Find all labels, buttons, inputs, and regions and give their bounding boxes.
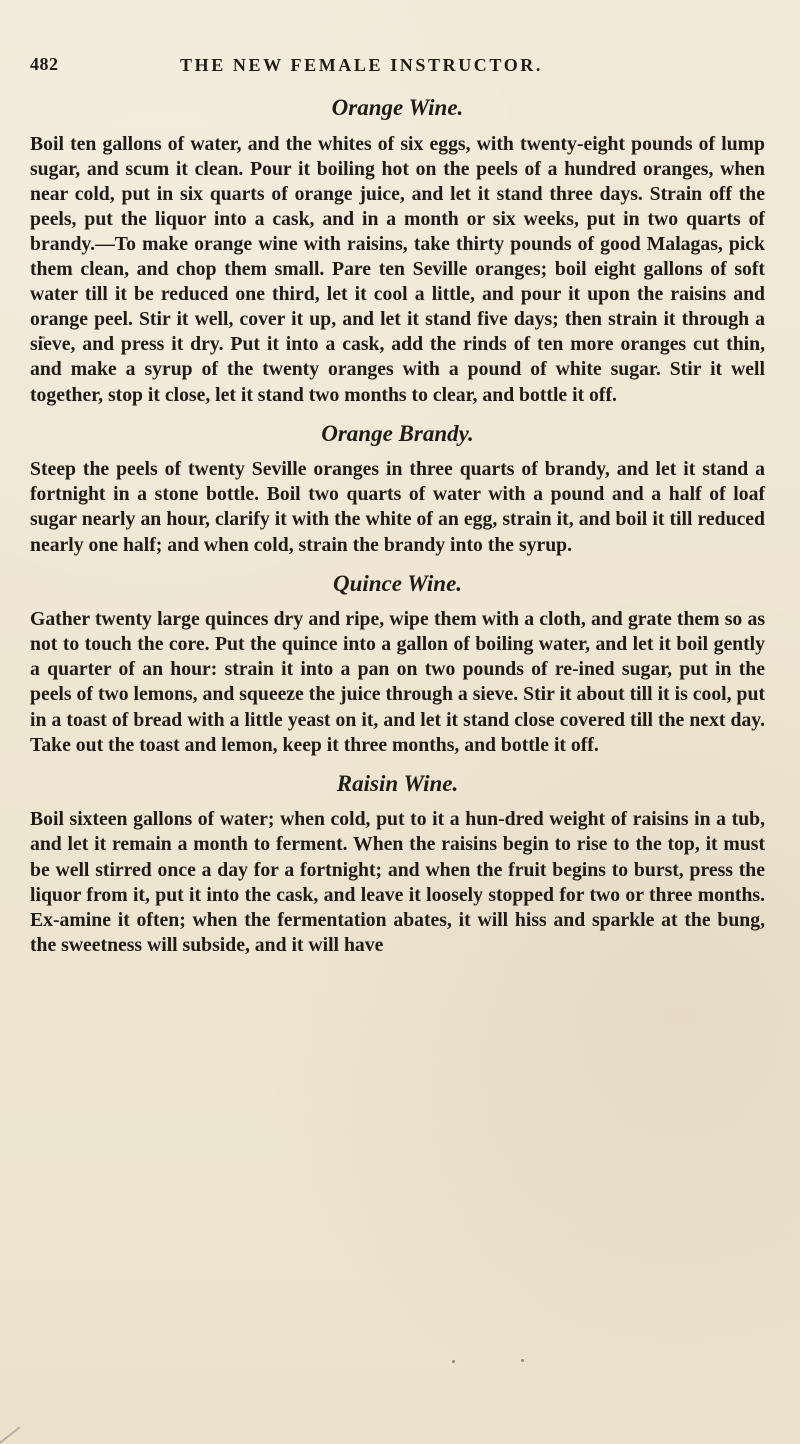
corner-scan-mark [0, 1408, 20, 1444]
section-title: Quince Wine. [332, 570, 463, 596]
page-header [30, 54, 770, 76]
section-orange-brandy [30, 420, 765, 558]
section-title: Orange Wine. [331, 95, 464, 120]
main-content [30, 94, 765, 970]
paper-speck [521, 1359, 524, 1362]
section-paragraph: Gather twenty large quinces dry and ripe, wipe them with a cloth, and grate them so as not to touch the core. Put the quince into a gallon of boiling water, and let it boil gently a quarter of an hour: strain it into a pan on two pounds of re-ined sugar, put in the peels of two lemons, and squeeze the juice through a sieve. Stir it about till it is cool, put in a toast of bread with a little yeast on it, and let it stand close covered till the next day. Take out the toast and lemon, keep it three months, and bottle it off. [30, 608, 765, 756]
paper-speck [452, 1360, 455, 1363]
section-quince-wine [30, 570, 765, 758]
page-number: 482 [30, 54, 59, 74]
section-title: Raisin Wine. [336, 770, 459, 796]
section-raisin-wine [30, 770, 765, 958]
section-title: Orange Brandy. [321, 420, 474, 446]
running-head: THE NEW FEMALE INSTRUCTOR. [180, 55, 543, 75]
section-orange-wine [30, 94, 765, 408]
section-paragraph: Steep the peels of twenty Seville oranges in three quarts of brandy, and let it stand a fortnight in a stone bottle. Boil two quarts of water with a pound and a half of loaf sugar nearly an hour, clarify it with the white of an egg, strain it, and boil it till reduced nearly one half; and when cold, strain the brandy into the syrup. [30, 458, 765, 556]
section-paragraph: Boil ten gallons of water, and the whites of six eggs, with twenty-eight pounds of lump sugar, and scum it clean. Pour it boiling hot on the peels of a hundred oranges, when near cold, put in six quarts of orange juice, and let it stand three days. Strain off the peels, put the liquor into a cask, and in a month or six weeks, put in two quarts of brandy.—To make orange wine with raisins, take thirty pounds of good Malagas, pick them clean, and chop them small. Pare ten Seville oranges; boil eight gallons of soft water till it be reduced one third, let it cool a little, and pour it upon the raisins and orange peel. Stir it well, cover it up, and let it stand five days; then strain it through a sieve, and press it dry. Put it into a cask, add the rinds of ten more oranges cut thin, and make a syrup of the twenty oranges with a pound of white sugar. Stir it well together, stop it close, let it stand two months to clear, and bottle it off. [30, 132, 765, 406]
paper-speck [42, 336, 45, 339]
section-paragraph: Boil sixteen gallons of water; when cold, put to it a hun-dred weight of raisins in a tub, and let it remain a month to ferment. When the raisins begin to rise to the top, it must be well stirred once a day for a fortnight; and when the fruit begins to burst, press the liquor from it, put it into the cask, and leave it loosely stopped for two or three months. Ex-amine it often; when the fermentation abates, it will hiss and sparkle at the bung, the sweetness will subside, and it will have [30, 808, 765, 956]
